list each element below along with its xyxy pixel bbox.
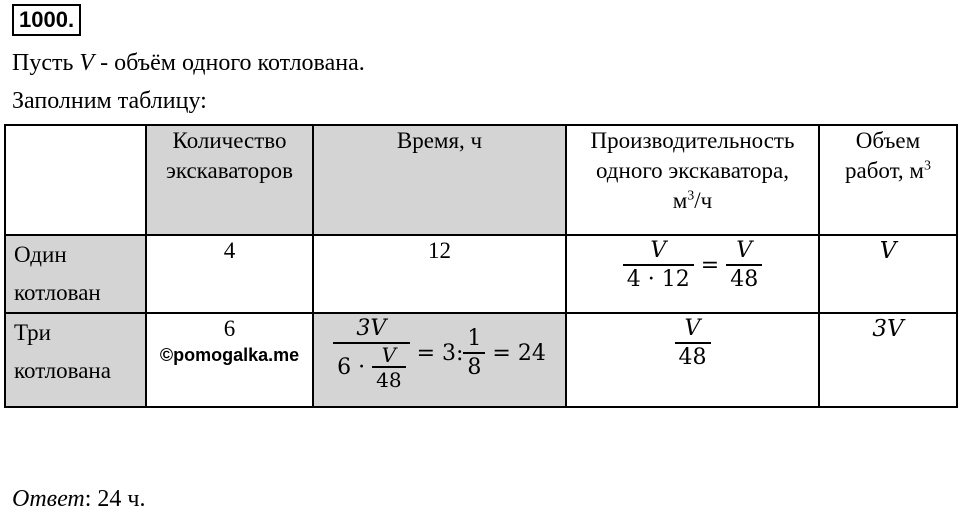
table-header-row [5,125,957,235]
header-excavators: Количество экскаваторов [146,125,313,235]
intro-text: Пусть [12,50,80,76]
time-result: = 24 [492,341,546,366]
answer-text: : 24 ч. [84,486,146,512]
fraction: $\frac{V}{4 \cdot 12}$ [623,238,694,294]
row-label-one: Один котлован [5,235,146,313]
answer-line [12,486,146,513]
header-time: Время, ч [313,125,566,235]
data-table [4,124,958,408]
excavators-value: 6 [223,316,236,341]
fraction: 3V 6 · $\frac{V}{48}$ [333,316,409,392]
cell-work-three: 3V [819,313,957,407]
header-productivity-unit: $м^3/ч$ [672,188,713,213]
cell-productivity-three [566,313,819,407]
variable-v: V [79,50,95,76]
header-work-sup: 3 [923,158,931,174]
header-work-text: Объем работ, м [845,128,924,183]
watermark: ©pomogalka.me [159,345,300,365]
task-number: 1000. [12,4,81,36]
cell-work-one: V [819,235,957,313]
equals-sign: = [700,253,720,278]
answer-label: Ответ [12,486,85,512]
intro-line-1 [12,50,365,77]
table-row [5,235,957,313]
header-work [819,125,957,235]
header-empty [5,125,146,235]
cell-time-one: 12 [313,235,566,313]
cell-excavators-three [146,313,313,407]
intro-line-2: Заполним таблицу: [12,88,207,114]
fraction: $\frac{V}{48}$ [675,316,711,372]
cell-time-three [313,313,566,407]
header-productivity [566,125,819,235]
table-row [5,313,957,407]
fraction: $\frac{1}{8}$ [463,326,485,382]
time-mid: = 3: [416,341,464,366]
cell-excavators-one: 4 [146,235,313,313]
fraction: $\frac{V}{48}$ [726,238,762,294]
header-productivity-text: Производительность одного экскаватора, [590,128,795,183]
row-label-three: Три котлована [5,313,146,407]
intro-text-end: - объём одного котлована. [94,50,365,76]
cell-productivity-one [566,235,819,313]
